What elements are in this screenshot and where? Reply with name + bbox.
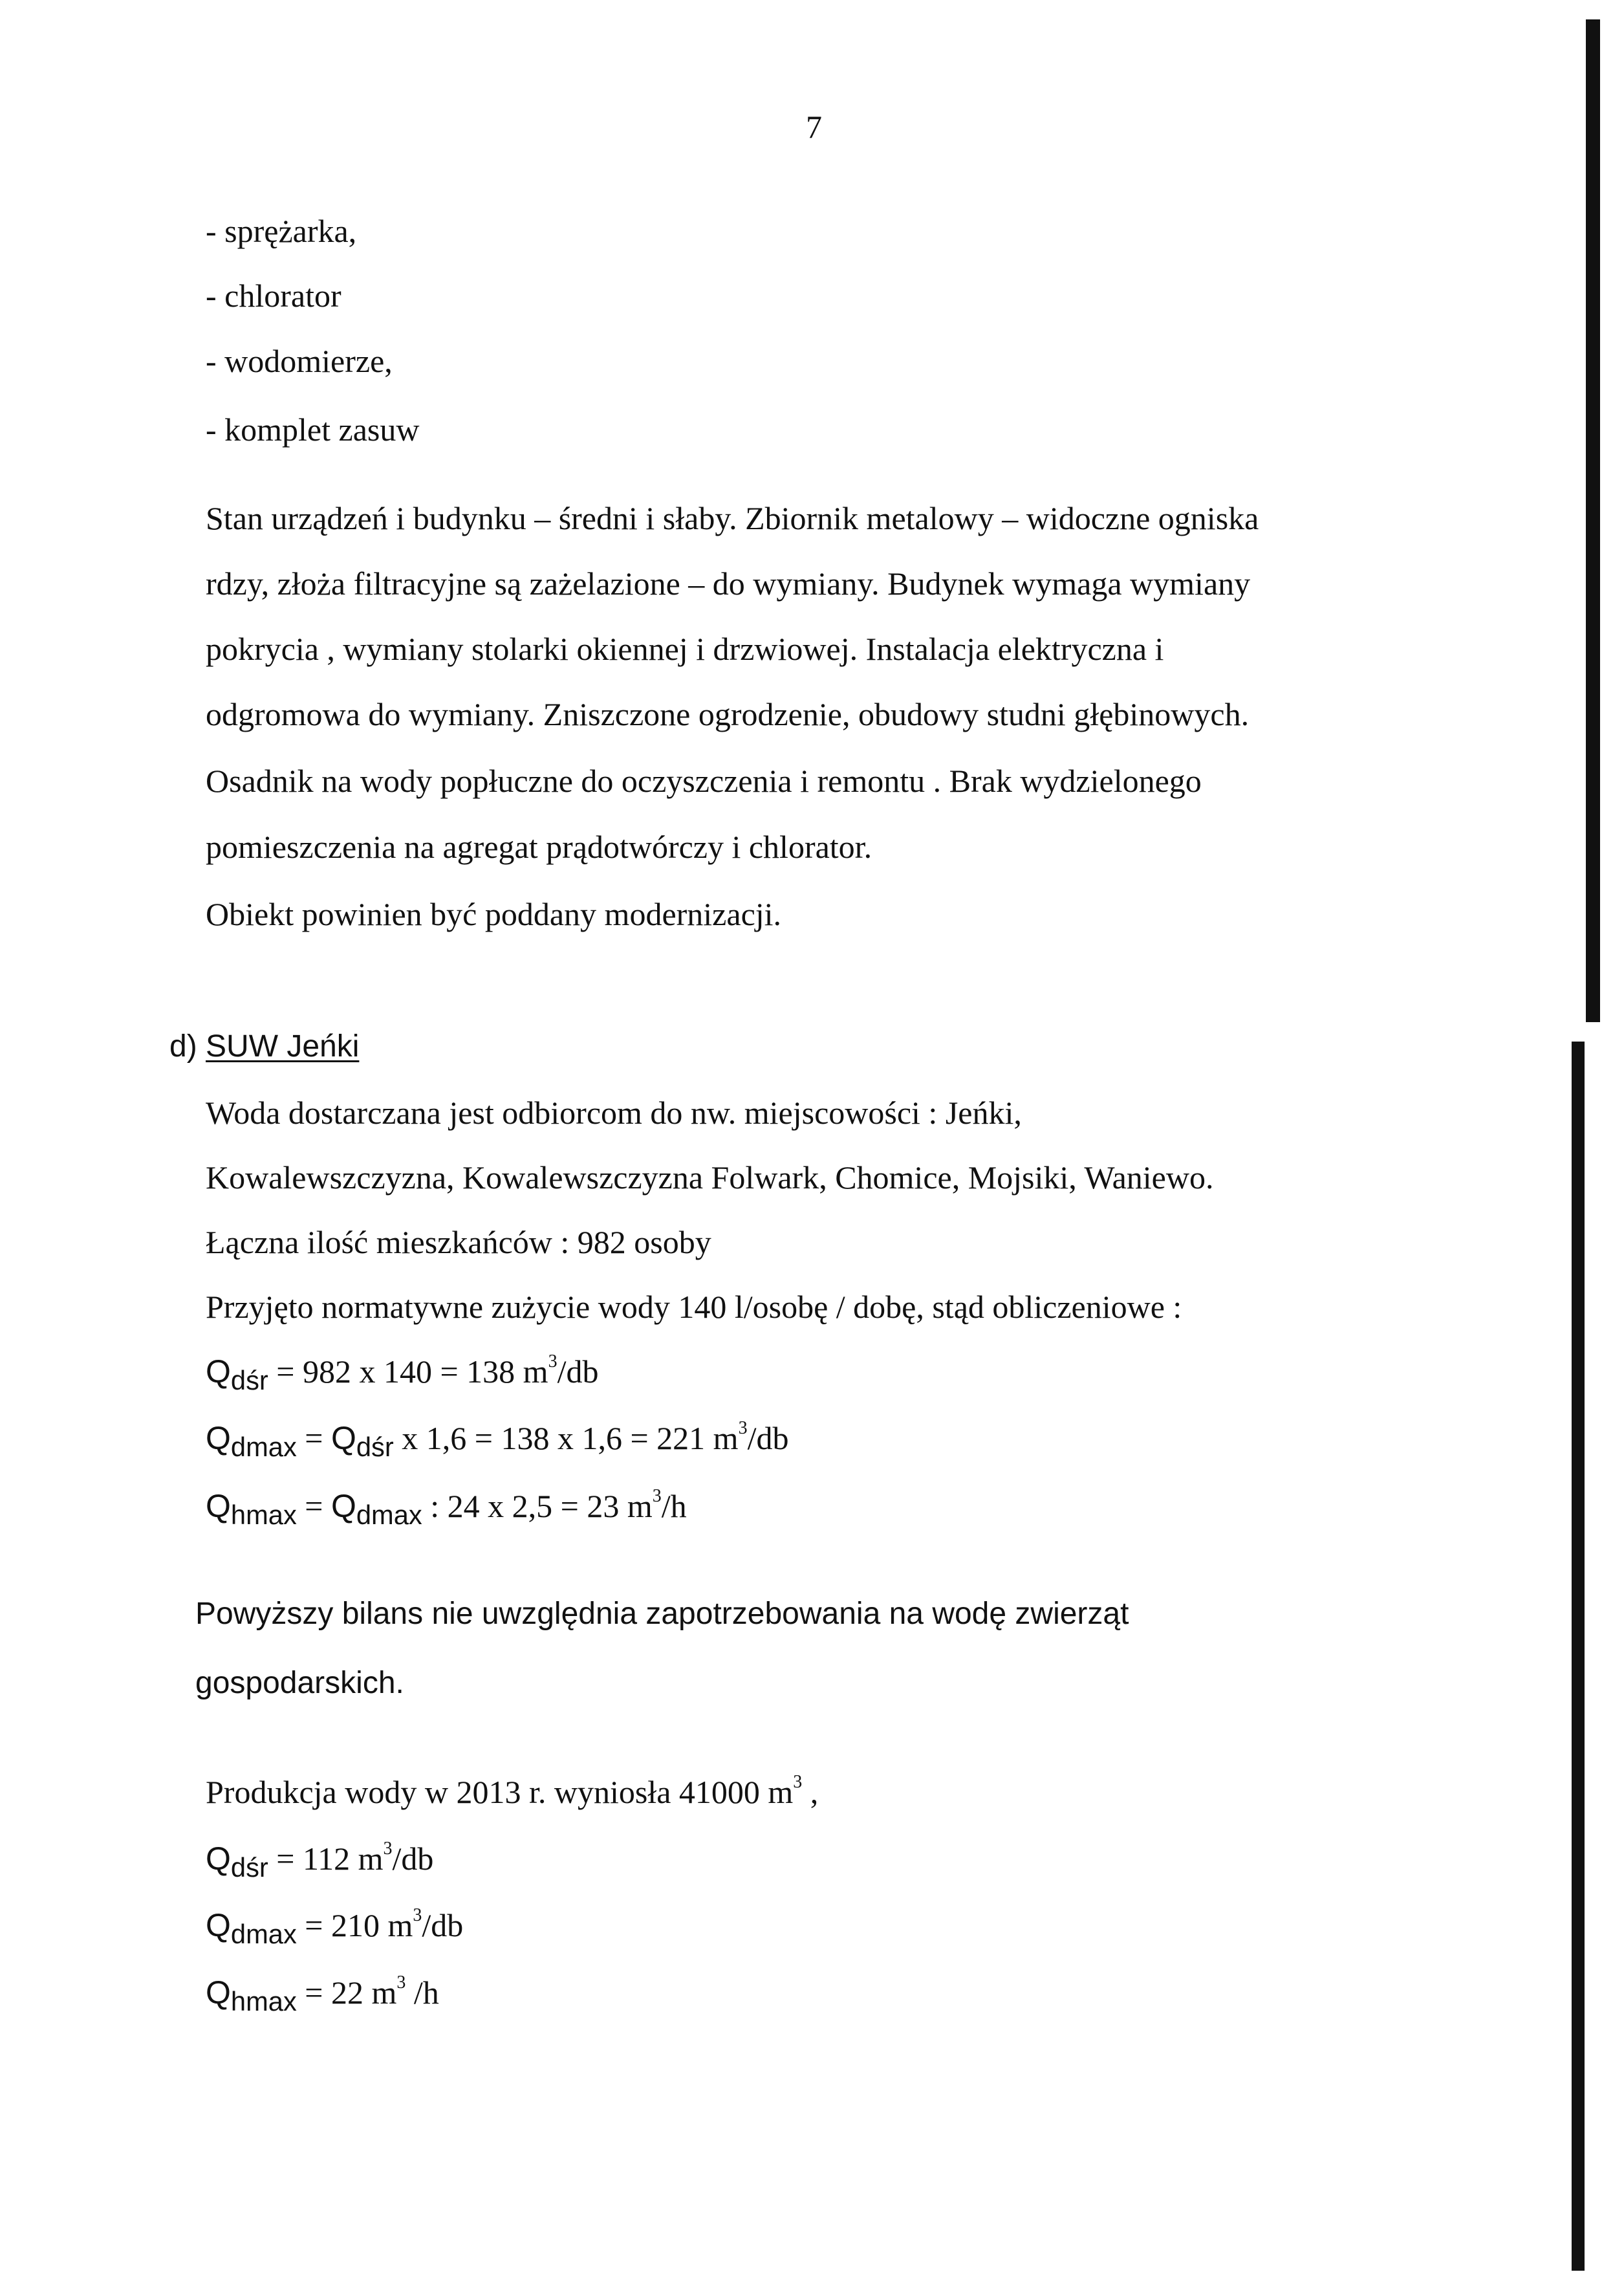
formula-unit: /db: [747, 1420, 789, 1456]
result-superscript: 3: [413, 1905, 422, 1925]
result-unit: /db: [422, 1907, 464, 1943]
condition-line: odgromowa do wymiany. Zniszczone ogrodzenie, obudowy studni głębinowych.: [206, 696, 1250, 732]
result-superscript: 3: [383, 1839, 393, 1859]
formula-body: = 982 x 140 = 138 m: [268, 1353, 548, 1390]
formula-qhmax: [206, 1487, 687, 1535]
result-qhmax: [206, 1973, 439, 2021]
formula-unit: /h: [661, 1488, 687, 1524]
condition-line: Stan urządzeń i budynku – średni i słaby. Zbiornik metalowy – widoczne ogniska: [206, 500, 1259, 536]
condition-line: pokrycia , wymiany stolarki okiennej i drzwiowej. Instalacja elektryczna i: [206, 631, 1164, 667]
result-body: = 210 m: [296, 1907, 413, 1943]
formula-subscript: dśr: [356, 1432, 394, 1462]
balance-line: Powyższy bilans nie uwzględnia zapotrzebowania na wodę zwierząt: [195, 1597, 1129, 1631]
result-symbol: Q: [206, 1974, 231, 2011]
formula-symbol: Q: [206, 1420, 231, 1456]
formula-symbol: Q: [330, 1420, 356, 1456]
formula-body: =: [296, 1420, 331, 1456]
formula-qdmax: [206, 1419, 788, 1467]
production-after: ,: [802, 1774, 819, 1810]
formula-subscript: hmax: [230, 1500, 297, 1530]
result-subscript: dśr: [230, 1852, 268, 1883]
equipment-item: - chlorator: [206, 278, 341, 314]
result-qdsr: [206, 1839, 433, 1887]
formula-subscript: dśr: [230, 1365, 268, 1395]
result-subscript: dmax: [230, 1919, 297, 1949]
formula-body: x 1,6 = 138 x 1,6 = 221 m: [393, 1420, 739, 1456]
condition-line: Osadnik na wody popłuczne do oczyszczenia i remontu . Brak wydzielonego: [206, 763, 1202, 799]
result-body: = 112 m: [268, 1841, 384, 1877]
condition-line: rdzy, złoża filtracyjne są zażelazione – do wymiany. Budynek wymaga wymiany: [206, 565, 1251, 602]
result-unit: /db: [392, 1841, 434, 1877]
result-subscript: hmax: [230, 1986, 297, 2016]
production-text: Produkcja wody w 2013 r. wyniosła 41000 m: [206, 1774, 794, 1810]
supply-line: Przyjęto normatywne zużycie wody 140 l/osobę / dobę, stąd obliczeniowe :: [206, 1289, 1182, 1325]
section-heading: [169, 1027, 359, 1066]
formula-body: =: [296, 1488, 331, 1524]
formula-symbol: Q: [206, 1488, 231, 1524]
production-superscript: 3: [793, 1772, 803, 1792]
equipment-item: - wodomierze,: [206, 343, 393, 379]
equipment-item: - sprężarka,: [206, 213, 357, 249]
result-body: = 22 m: [296, 1974, 397, 2011]
formula-unit: /db: [557, 1353, 599, 1390]
result-qdmax: [206, 1906, 463, 1954]
equipment-item: - komplet zasuw: [206, 411, 420, 448]
section-title: SUW Jeńki: [206, 1029, 360, 1064]
formula-subscript: dmax: [356, 1500, 422, 1530]
formula-subscript: dmax: [230, 1432, 297, 1462]
result-symbol: Q: [206, 1841, 231, 1877]
section-prefix: d): [169, 1029, 197, 1064]
page-number: 7: [806, 109, 822, 145]
result-symbol: Q: [206, 1907, 231, 1943]
formula-symbol: Q: [206, 1353, 231, 1390]
balance-line: gospodarskich.: [195, 1666, 404, 1700]
formula-superscript: 3: [738, 1418, 748, 1438]
condition-line: pomieszczenia na agregat prądotwórczy i chlorator.: [206, 829, 872, 865]
supply-line: Woda dostarczana jest odbiorcom do nw. miejscowości : Jeńki,: [206, 1095, 1022, 1131]
formula-body: : 24 x 2,5 = 23 m: [422, 1488, 653, 1524]
scan-edge-lower: [1572, 1042, 1585, 2271]
production-line: [206, 1773, 818, 1811]
formula-qdsr: [206, 1352, 598, 1400]
supply-line: Łączna ilość mieszkańców : 982 osoby: [206, 1224, 711, 1260]
formula-superscript: 3: [548, 1351, 558, 1371]
condition-line: Obiekt powinien być poddany modernizacji.: [206, 896, 782, 932]
formula-symbol: Q: [330, 1488, 356, 1524]
scan-edge-upper: [1586, 19, 1600, 1022]
supply-line: Kowalewszczyzna, Kowalewszczyzna Folwark, Chomice, Mojsiki, Waniewo.: [206, 1159, 1214, 1196]
formula-superscript: 3: [652, 1486, 662, 1506]
result-superscript: 3: [396, 1972, 406, 1993]
result-unit: /h: [406, 1974, 439, 2011]
